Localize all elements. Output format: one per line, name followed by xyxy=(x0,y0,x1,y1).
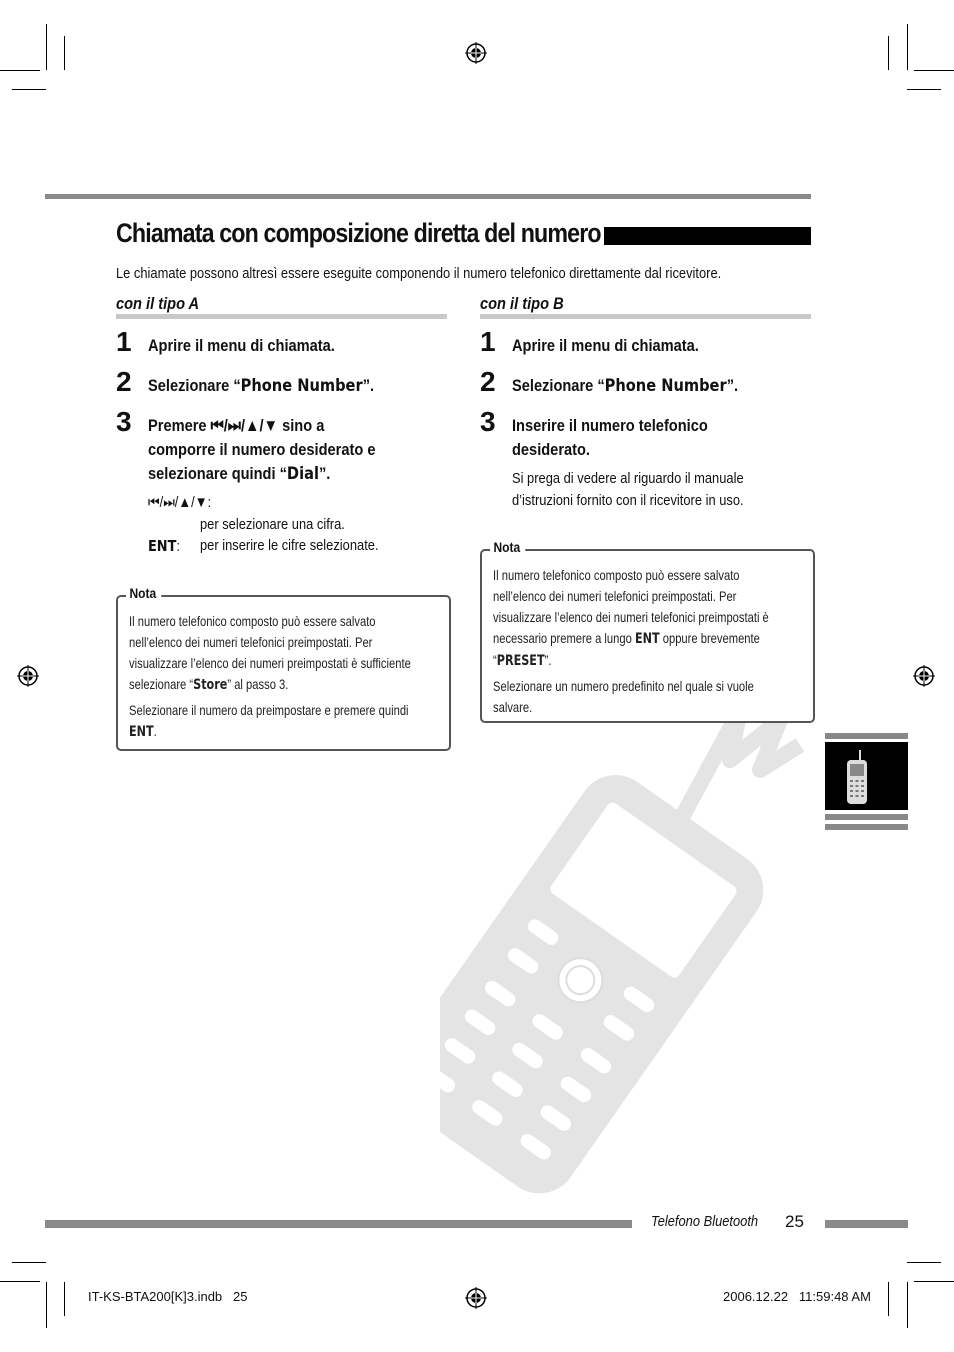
mobile-phone-icon xyxy=(825,742,908,810)
crop-mark xyxy=(888,1282,889,1316)
note-text-pre: “ xyxy=(493,652,497,668)
page-title: Chiamata con composizione diretta del numero xyxy=(116,218,601,248)
registration-mark-icon xyxy=(17,665,39,687)
column-a-heading: con il tipo A xyxy=(116,294,200,313)
detail-ent-desc: per inserire le cifre selezionate. xyxy=(200,537,379,554)
note-line xyxy=(493,628,797,650)
slug-date: 2006.12.22 11:59:48 AM xyxy=(723,1289,871,1304)
note-text-pre: selezionare “ xyxy=(129,676,194,692)
note-line: Selezionare il numero da preimpostare e premere quindi xyxy=(129,702,409,718)
crop-mark xyxy=(64,1282,65,1316)
crop-mark xyxy=(0,70,40,71)
key-label: Phone Number xyxy=(604,376,727,396)
step-number: 1 xyxy=(116,326,132,357)
key-label: PRESET xyxy=(496,653,545,669)
colon: : xyxy=(176,538,181,555)
crop-mark xyxy=(888,36,889,70)
key-label: ENT xyxy=(634,631,660,647)
note-text-pre: necessario premere a lungo xyxy=(493,630,635,646)
key-label: ENT xyxy=(148,537,177,555)
crop-mark xyxy=(0,1281,40,1282)
key-label: Phone Number xyxy=(240,376,363,396)
slug-file: IT-KS-BTA200[K]3.indb 25 xyxy=(88,1289,248,1304)
note-text xyxy=(493,565,797,718)
step-number: 1 xyxy=(480,326,496,357)
crop-mark xyxy=(12,89,46,90)
note-label: Nota xyxy=(490,539,525,555)
step-number: 2 xyxy=(116,366,132,397)
registration-mark-icon xyxy=(465,1287,487,1309)
detail-text: Si prega di vedere al riguardo il manuale xyxy=(512,470,744,487)
note-label: Nota xyxy=(126,585,161,601)
step-number: 3 xyxy=(480,406,496,437)
crop-mark xyxy=(914,70,954,71)
note-text-post: . xyxy=(153,723,157,739)
step-text-pre: Selezionare “ xyxy=(512,376,605,395)
crop-mark xyxy=(907,24,908,70)
crop-mark xyxy=(46,24,47,70)
detail-text: d’istruzioni fornito con il ricevitore in uso. xyxy=(512,492,744,509)
note-text-post: ”. xyxy=(544,652,552,668)
crop-mark xyxy=(907,89,941,90)
step-number: 3 xyxy=(116,406,132,437)
step-line: desiderato. xyxy=(512,440,591,459)
footer-rule-right xyxy=(825,1220,908,1228)
step-text-post: ”. xyxy=(362,376,375,395)
detail-keys-desc: per selezionare una cifra. xyxy=(200,516,345,533)
tab-stripe xyxy=(825,814,908,820)
note-line xyxy=(129,721,433,743)
title-block xyxy=(604,227,811,245)
crop-mark xyxy=(914,1281,954,1282)
column-b-rule xyxy=(480,314,811,319)
note-line: Il numero telefonico composto può essere salvato xyxy=(493,567,740,583)
key-label: Dial xyxy=(286,464,319,484)
step-text-pre: selezionare quindi “ xyxy=(148,464,287,483)
note-line: nell’elenco dei numeri telefonici preimpostati. Per xyxy=(129,634,373,650)
footer-rule xyxy=(45,1220,632,1228)
note-line: nell’elenco dei numeri telefonici preimpostati. Per xyxy=(493,588,737,604)
registration-mark-icon xyxy=(913,665,935,687)
note-line xyxy=(129,674,433,696)
step-text-pre: Selezionare “ xyxy=(148,376,241,395)
step-text-post: ”. xyxy=(726,376,739,395)
note-text-post: ” al passo 3. xyxy=(227,676,289,692)
registration-mark-icon xyxy=(465,42,487,64)
note-line: salvare. xyxy=(493,699,533,715)
top-rule xyxy=(45,194,811,199)
step-line: Inserire il numero telefonico xyxy=(512,416,708,435)
phone-watermark-icon xyxy=(440,700,820,1200)
crop-mark xyxy=(64,36,65,70)
step-text xyxy=(148,414,375,486)
note-text-post: oppure brevemente xyxy=(659,630,760,646)
crop-mark xyxy=(46,1282,47,1328)
column-b-heading: con il tipo B xyxy=(480,294,564,313)
step-text xyxy=(512,414,708,462)
key-label: Store xyxy=(193,677,228,693)
crop-mark xyxy=(907,1282,908,1328)
step-text: Aprire il menu di chiamata. xyxy=(512,336,699,355)
note-box xyxy=(116,585,451,751)
tab-stripe xyxy=(825,824,908,830)
note-line: Selezionare un numero predefinito nel quale si vuole xyxy=(493,678,754,694)
note-box xyxy=(480,539,815,723)
section-name: Telefono Bluetooth xyxy=(651,1213,759,1230)
step-line: comporre il numero desiderato e xyxy=(148,440,376,459)
note-line: visualizzare l’elenco dei numeri telefonici preimpostati è xyxy=(493,609,769,625)
note-line xyxy=(493,650,797,672)
page-number: 25 xyxy=(785,1212,804,1231)
step-line xyxy=(148,462,375,486)
note-line: Il numero telefonico composto può essere salvato xyxy=(129,613,376,629)
step-text xyxy=(512,374,738,398)
step-text: Aprire il menu di chiamata. xyxy=(148,336,335,355)
section-tab xyxy=(825,742,908,810)
step-text xyxy=(148,374,374,398)
step-text-post: ”. xyxy=(318,464,331,483)
detail-keys: ⏮/⏭/▲/▼: xyxy=(148,494,212,511)
note-text xyxy=(129,611,433,743)
crop-mark xyxy=(907,1262,941,1263)
note-line: visualizzare l’elenco dei numeri preimpostati è sufficiente xyxy=(129,655,411,671)
key-label: ENT xyxy=(129,724,154,740)
tab-stripe xyxy=(825,733,908,739)
column-a-rule xyxy=(116,314,447,319)
detail-ent xyxy=(148,535,180,558)
intro-text: Le chiamate possono altresì essere eseguite componendo il numero telefonico direttamente dal ricevitore. xyxy=(116,265,722,282)
crop-mark xyxy=(12,1262,46,1263)
step-number: 2 xyxy=(480,366,496,397)
step-line: Premere ⏮/⏭/▲/▼ sino a xyxy=(148,416,325,435)
